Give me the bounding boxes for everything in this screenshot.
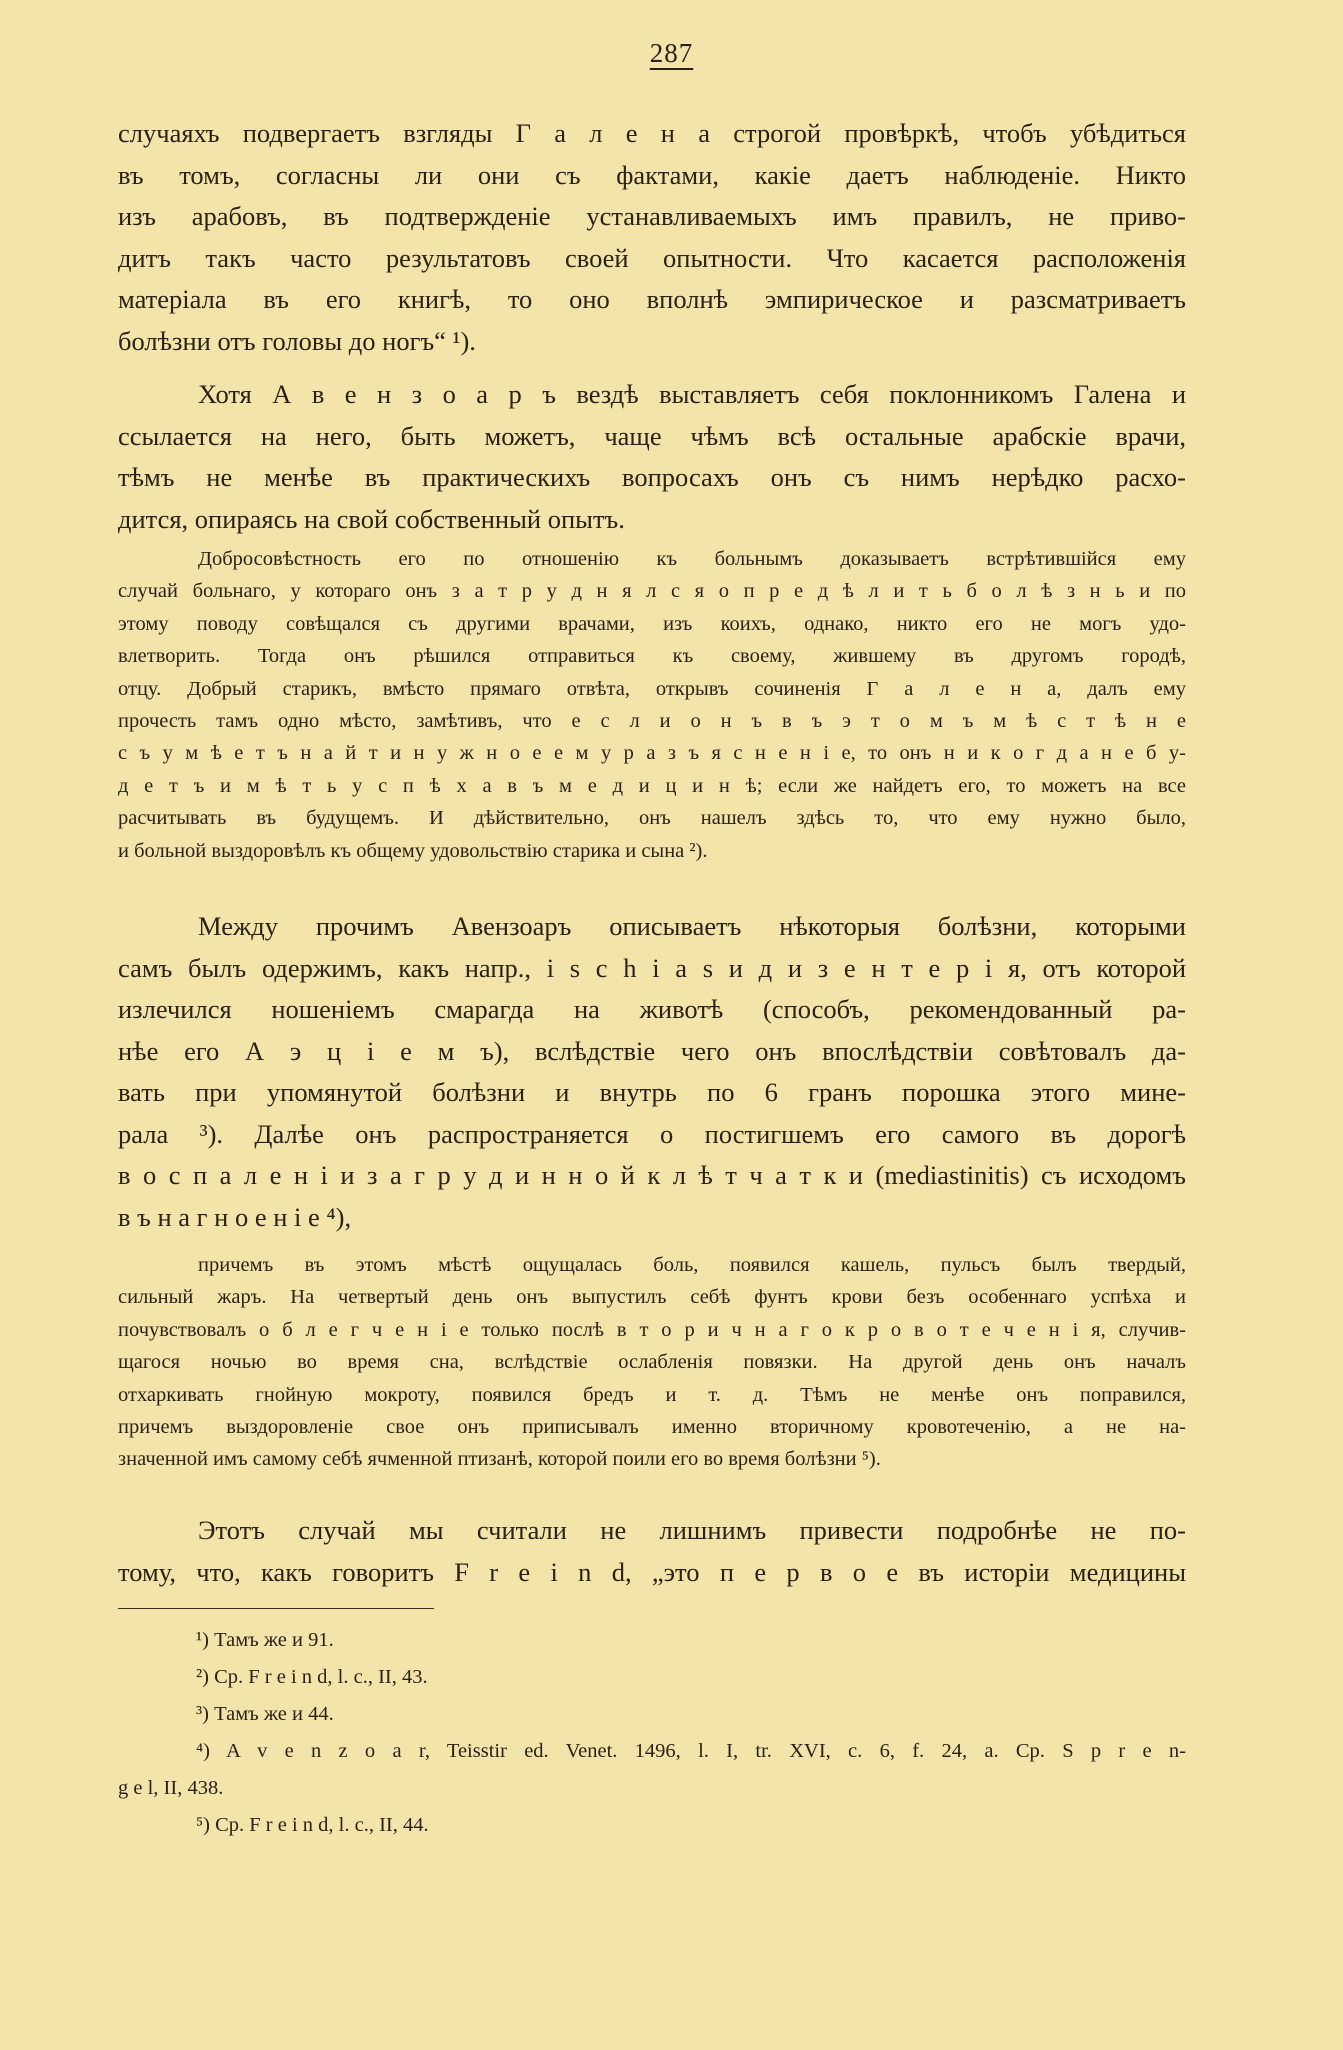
page-number: 287	[649, 38, 694, 68]
footnotes	[118, 1622, 1186, 1844]
text-line: почувствовалъ о б л е г ч е н і е только послѣ в т о р и ч н а г о к р о в о т е ч е н і я, случив-	[118, 1318, 1186, 1341]
text-line: самъ былъ одержимъ, какъ напр., і s c h і a s и д и з е н т е р і я, отъ которой	[118, 952, 1186, 983]
text-line: Этотъ случай мы считали не лишнимъ привести подробнѣе не по-	[198, 1515, 1186, 1545]
text-line: отцу. Добрый старикъ, вмѣсто прямаго отвѣта, открывъ сочиненія Г а л е н а, далъ ему	[118, 677, 1186, 700]
footnote-3: ³) Тамъ же и 44.	[196, 1703, 334, 1725]
text-line: причемъ выздоровленіе свое онъ приписывалъ именно вторичному кровотеченію, а не на-	[118, 1416, 1186, 1439]
body-paragraph	[118, 906, 1186, 1238]
text-line: влетворить. Тогда онъ рѣшился отправиться къ своему, жившему въ другомъ городѣ,	[118, 645, 1186, 668]
text-line: Между прочимъ Авензоаръ описываетъ нѣкоторыя болѣзни, которыми	[198, 911, 1186, 941]
text-line: отхаркивать гнойную мокроту, появился бредъ и т. д. Тѣмъ не менѣе онъ поправился,	[118, 1383, 1186, 1406]
body-paragraph	[118, 113, 1186, 362]
footnote-2: ²) Ср. F r e i n d, l. c., II, 43.	[196, 1666, 428, 1688]
text-line: болѣзни отъ головы до ногъ“ ¹).	[118, 325, 476, 356]
text-line: сильный жаръ. На четвертый день онъ выпустилъ себѣ фунтъ крови безъ особеннаго успѣха и	[118, 1286, 1186, 1309]
text-line: матеріала въ его книгѣ, то оно вполнѣ эмпирическое и разсматриваетъ	[118, 284, 1186, 314]
small-paragraph	[118, 543, 1186, 867]
paragraph-conclusion	[118, 1510, 1186, 1593]
text-line: расчитывать въ будущемъ. И дѣйствительно, онъ нашелъ здѣсь то, что ему нужно было,	[118, 807, 1186, 830]
text-line: в о с п а л е н і и з а г р у д и н н о й к л ѣ т ч а т к и (mediastinitis) съ исходомъ	[118, 1160, 1186, 1190]
paragraph-continuation	[118, 113, 1186, 362]
text-line: въ томъ, согласны ли они съ фактами, какіе даетъ наблюденіе. Никто	[118, 159, 1186, 190]
text-line: случай больнаго, у котораго онъ з а т р у д н я л с я о п р е д ѣ л и т ь б о л ѣ з н ь и по	[118, 580, 1186, 603]
text-line: с ъ у м ѣ е т ъ н а й т и н у ж н о е е м у р а з ъ я с н е н і е, то онъ н и к о г д а н е б у-	[118, 742, 1186, 765]
text-line: вать при упомянутой болѣзни и внутрь по 6 гранъ порошка этого мине-	[118, 1077, 1186, 1107]
text-line: изъ арабовъ, въ подтвержденіе устанавливаемыхъ имъ правилъ, не приво-	[118, 201, 1186, 231]
text-line: Добросовѣстность его по отношенію къ больнымъ доказываетъ встрѣтившійся ему	[198, 548, 1186, 570]
footnote-separator	[118, 1608, 434, 1609]
text-line: прочесть тамъ одно мѣсто, замѣтивъ, что е с л и о н ъ в ъ э т о м ъ м ѣ с т ѣ н е	[118, 710, 1186, 733]
paragraph-avenzoar-galen	[118, 374, 1186, 540]
body-paragraph	[118, 374, 1186, 540]
text-line: Хотя А в е н з о а р ъ вездѣ выставляетъ себя поклонникомъ Галена и	[198, 379, 1186, 409]
footnote-5: ⁵) Ср. F r e i n d, l. c., II, 44.	[196, 1814, 429, 1836]
text-line: излечился ношеніемъ смарагда на животѣ (способъ, рекомендованный ра-	[118, 994, 1186, 1024]
small-paragraph	[118, 1249, 1186, 1476]
text-line: причемъ въ этомъ мѣстѣ ощущалась боль, появился кашель, пульсъ былъ твердый,	[198, 1254, 1186, 1276]
text-line: случаяхъ подвергаетъ взгляды Г а л е н а строгой провѣркѣ, чтобъ убѣдиться	[118, 118, 1186, 148]
text-line: тѣмъ не менѣе въ практическихъ вопросахъ онъ съ нимъ нерѣдко расхо-	[118, 462, 1186, 492]
text-line: щагося ночью во время сна, вслѣдствіе ослабленія повязки. На другой день онъ началъ	[118, 1351, 1186, 1374]
text-line: и больной выздоровѣлъ къ общему удовольствію старика и сына ²).	[118, 839, 708, 862]
text-line: нѣе его А э ц і е м ъ), вслѣдствіе чего онъ впослѣдствіи совѣтовалъ да-	[118, 1035, 1186, 1066]
body-paragraph	[118, 1510, 1186, 1593]
small-print-case	[118, 1249, 1186, 1476]
text-line: д е т ъ и м ѣ т ь у с п ѣ х а в ъ м е д и ц и н ѣ; если же найдетъ его, то можетъ на все	[118, 774, 1186, 797]
text-line: дится, опираясь на свой собственный опытъ.	[118, 503, 625, 534]
small-print-anecdote	[118, 543, 1186, 867]
text-line: тому, что, какъ говоритъ F r e i n d, „это п е р в о е въ исторіи медицины	[118, 1556, 1186, 1587]
text-line: в ъ н а г н о е н і е ⁴),	[118, 1201, 352, 1232]
footnote-4: ⁴) A v e n z o a r, Teisstir ed. Venet. 1496, l. I, tr. XVI, c. 6, f. 24, a. Ср. S p r e n-	[196, 1740, 1186, 1762]
text-line: рала ³). Далѣе онъ распространяется о постигшемъ его самого въ дорогѣ	[118, 1118, 1186, 1149]
text-line: значенной имъ самому себѣ ячменной птизанѣ, которой поили его во время болѣзни ⁵).	[118, 1448, 881, 1471]
footnote-1: ¹) Тамъ же и 91.	[196, 1629, 334, 1651]
text-line: ссылается на него, быть можетъ, чаще чѣмъ всѣ остальные арабскіе врачи,	[118, 420, 1186, 451]
paragraph-diseases	[118, 906, 1186, 1238]
text-line: дитъ такъ часто результатовъ своей опытности. Что касается расположенія	[118, 242, 1186, 273]
footnote-4-continuation: g e l, II, 438.	[118, 1777, 224, 1799]
text-line: этому поводу совѣщался съ другими врачами, изъ коихъ, однако, никто его не могъ удо-	[118, 612, 1186, 635]
